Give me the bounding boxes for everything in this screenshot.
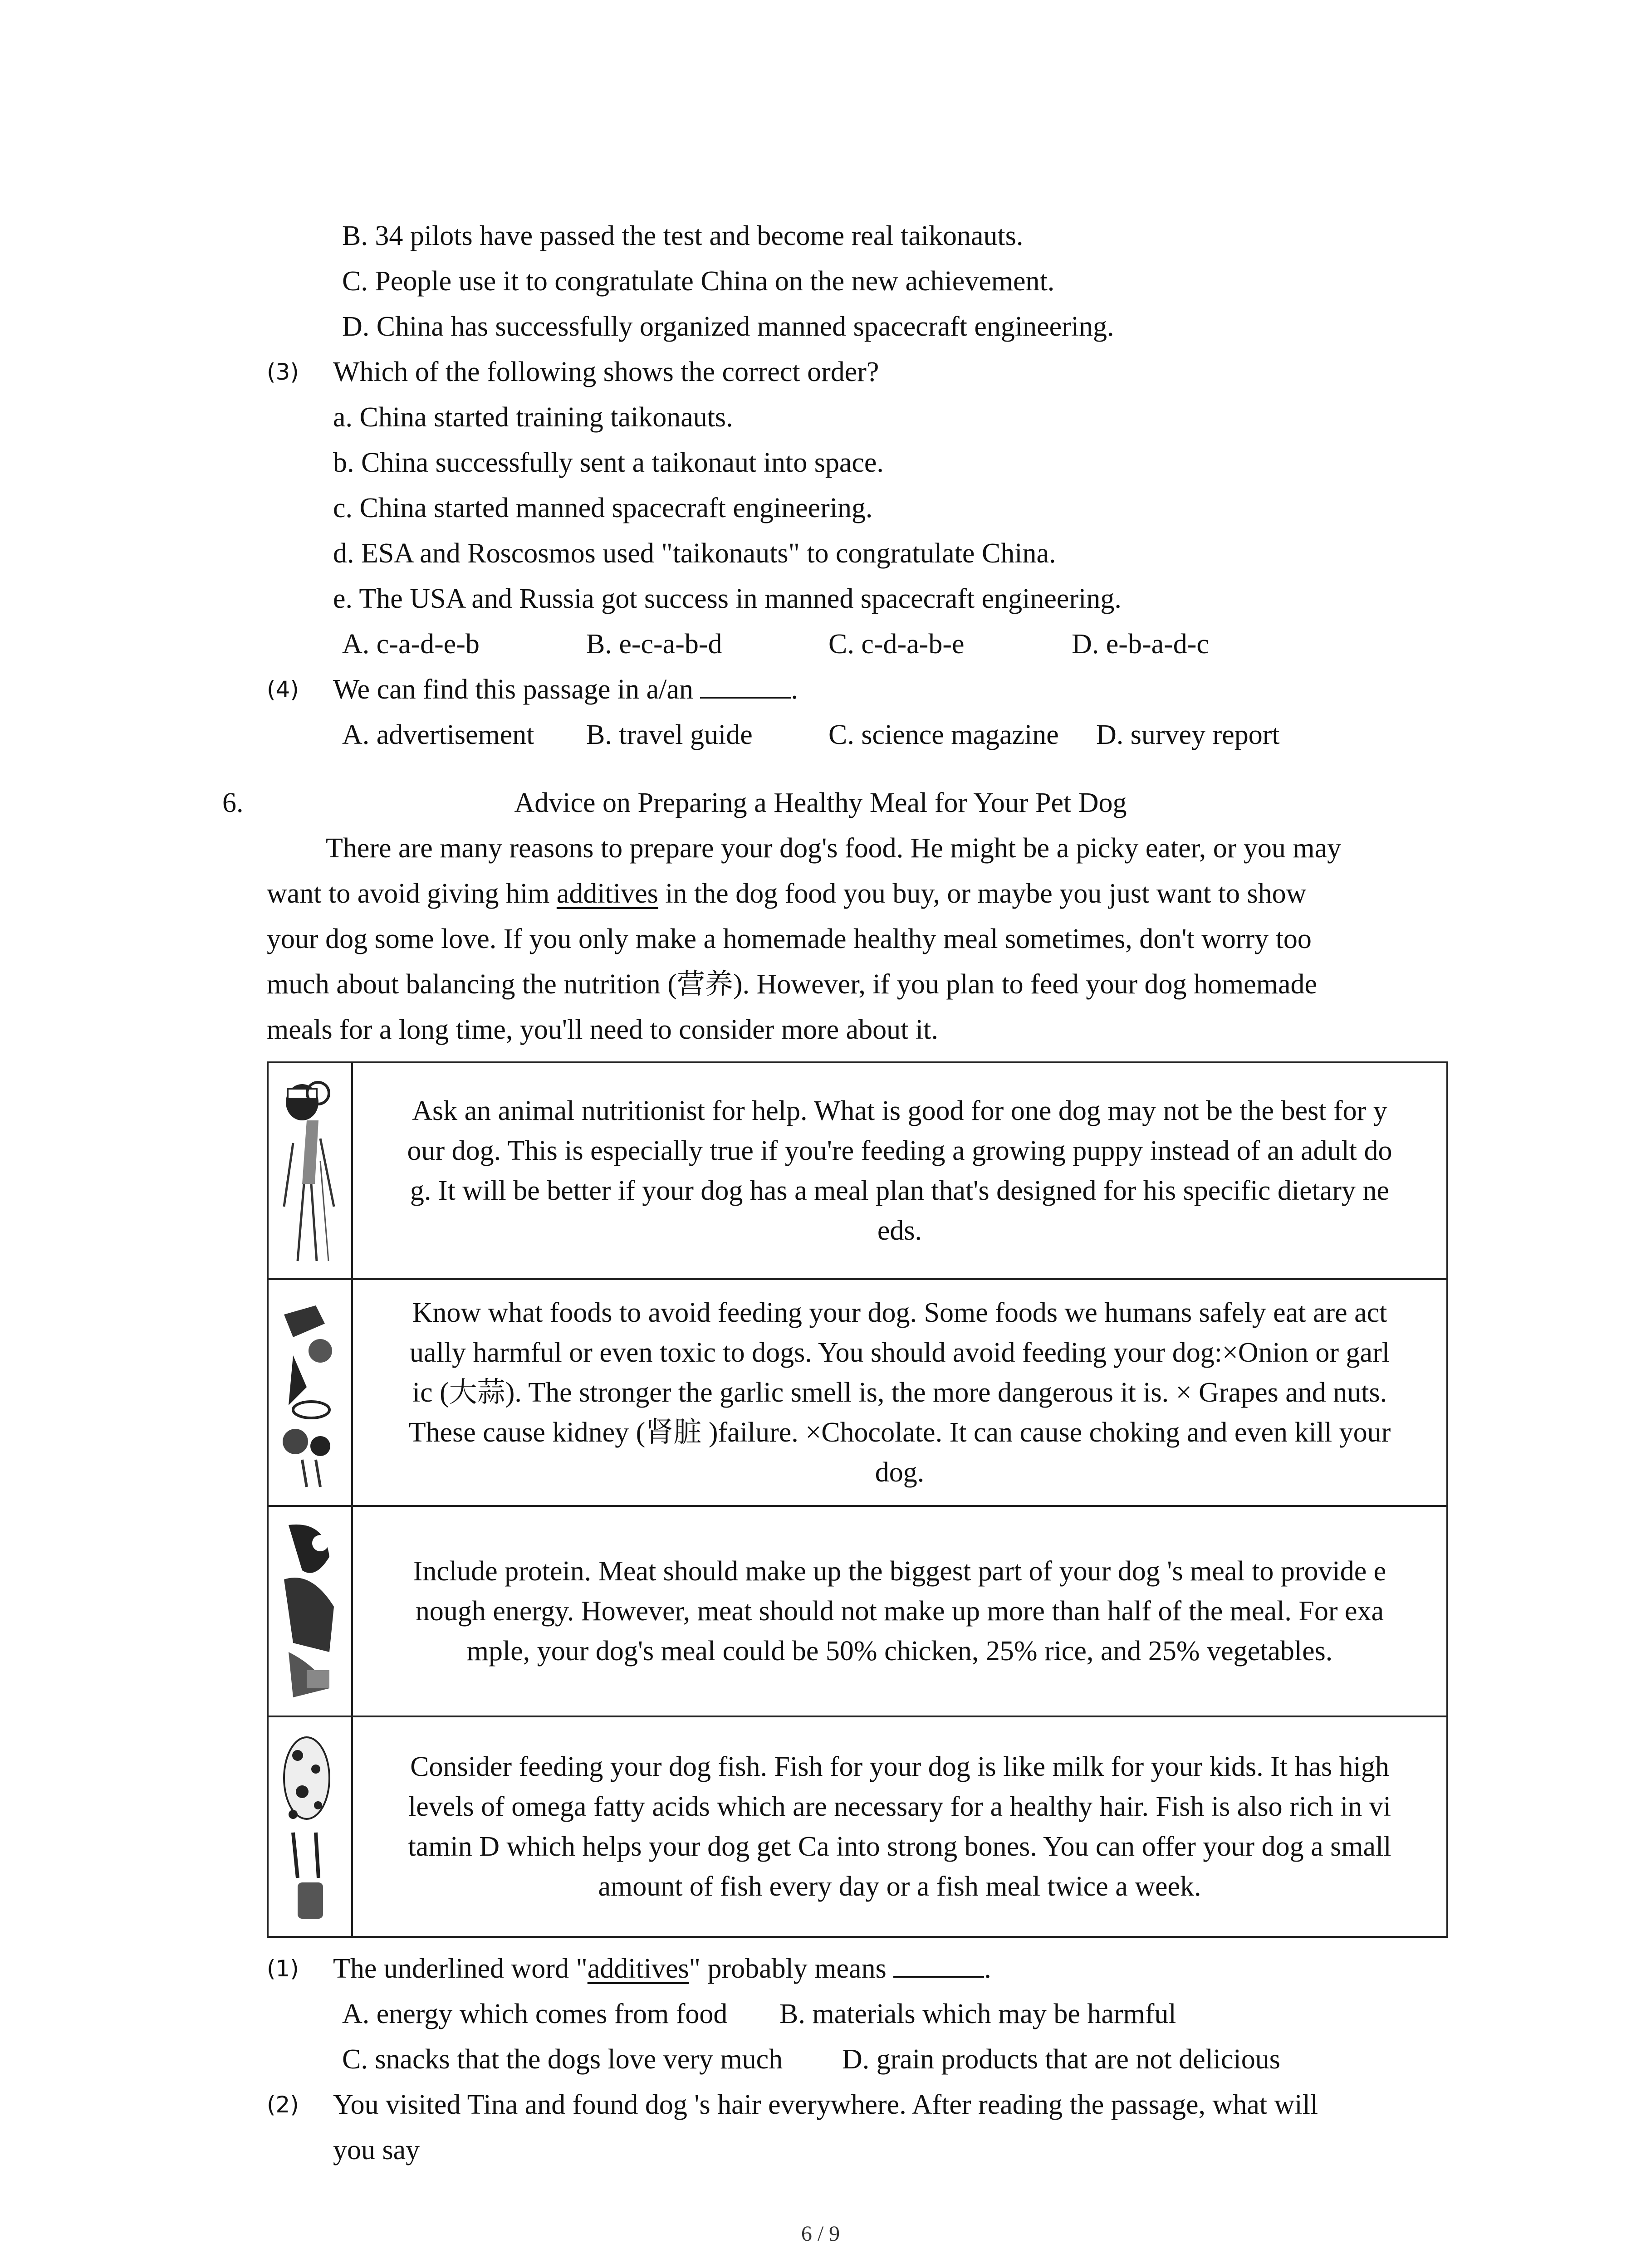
q5-4-option-d: D. survey report xyxy=(1096,719,1280,750)
q6-1-option-d: D. grain products that are not delicious xyxy=(842,2044,1280,2075)
advice-line: mple, your dog's meal could be 50% chicken, 25% rice, and 25% vegetables. xyxy=(466,1636,1333,1667)
q5-option-d: D. China has successfully organized manned spacecraft engineering. xyxy=(342,311,1114,342)
q5-option-b: B. 34 pilots have passed the test and become real taikonauts. xyxy=(342,220,1024,251)
advice-image-cell xyxy=(269,1507,353,1716)
advice-image-cell xyxy=(269,1280,353,1505)
advice-text xyxy=(413,1551,1386,1671)
advice-line: levels of omega fatty acids which are necessary for a healthy hair. Fish is also rich in vi xyxy=(408,1791,1391,1822)
q6-1-option-b: B. materials which may be harmful xyxy=(779,1999,1176,2029)
advice-row xyxy=(269,1507,1446,1717)
advice-line: eds. xyxy=(877,1215,922,1246)
advice-text-cell xyxy=(353,1717,1446,1936)
q5-3-option-c: C. c-d-a-b-e xyxy=(828,629,965,660)
advice-line: Ask an animal nutritionist for help. What is good for one dog may not be the best for y xyxy=(412,1095,1387,1126)
advice-image-cell xyxy=(269,1063,353,1278)
page-number: 6 / 9 xyxy=(801,2222,840,2246)
advice-table xyxy=(267,1061,1448,1938)
q6-1-number: (1) xyxy=(267,1955,299,1982)
q6-2-number: (2) xyxy=(267,2092,299,2118)
chef-with-pot-icon xyxy=(275,1070,343,1270)
q5-4-stem xyxy=(333,671,798,708)
passage-title: Advice on Preparing a Healthy Meal for Your Pet Dog xyxy=(514,787,1127,818)
advice-line: ually harmful or even toxic to dogs. You should avoid feeding your dog:×Onion or garl xyxy=(410,1337,1390,1368)
q6-2-stem-line-1: You visited Tina and found dog 's hair everywhere. After reading the passage, what will xyxy=(333,2089,1318,2120)
passage-intro-line-1: There are many reasons to prepare your dog's food. He might be a picky eater, or you may xyxy=(326,833,1342,864)
advice-text xyxy=(409,1293,1391,1492)
q5-4-option-a: A. advertisement xyxy=(342,719,534,750)
advice-line: Include protein. Meat should make up the biggest part of your dog 's meal to provide e xyxy=(413,1556,1386,1587)
q5-3-stem: Which of the following shows the correct order? xyxy=(333,357,879,387)
advice-line: Consider feeding your dog fish. Fish for your dog is like milk for your kids. It has high xyxy=(410,1751,1389,1782)
q6-1-stem-text: " probably means xyxy=(689,1953,887,1984)
answer-blank xyxy=(700,671,791,699)
q6-1-option-a: A. energy which comes from food xyxy=(342,1999,728,2029)
q6-1-option-c: C. snacks that the dogs love very much xyxy=(342,2044,783,2075)
advice-line: Know what foods to avoid feeding your dog. Some foods we humans safely eat are act xyxy=(412,1297,1387,1328)
advice-text xyxy=(408,1747,1391,1906)
q5-3-item-a: a. China started training taikonauts. xyxy=(333,402,733,433)
q5-3-option-d: D. e-b-a-d-c xyxy=(1072,629,1209,660)
advice-row xyxy=(269,1280,1446,1507)
passage-intro-line-3: your dog some love. If you only make a homemade healthy meal sometimes, don't worry too xyxy=(267,924,1312,954)
dalmatian-dog-icon xyxy=(275,1728,343,1928)
advice-line: dog. xyxy=(875,1457,925,1488)
q5-3-item-b: b. China successfully sent a taikonaut into space. xyxy=(333,447,884,478)
advice-line: nough energy. However, meat should not make up more than half of the meal. For exa xyxy=(415,1596,1384,1627)
advice-line: ic (大蒜). The stronger the garlic smell is, the more dangerous it is. × Grapes and nuts. xyxy=(412,1377,1387,1408)
advice-image-cell xyxy=(269,1717,353,1936)
q5-3-item-d: d. ESA and Roscosmos used "taikonauts" to congratulate China. xyxy=(333,538,1056,569)
q5-4-option-b: B. travel guide xyxy=(586,719,753,750)
advice-text-cell xyxy=(353,1063,1446,1278)
advice-text-cell xyxy=(353,1280,1446,1505)
advice-text xyxy=(407,1091,1392,1251)
advice-line: our dog. This is especially true if you're feeding a growing puppy instead of an adult do xyxy=(407,1135,1392,1166)
q5-3-option-b: B. e-c-a-b-d xyxy=(586,629,722,660)
advice-line: These cause kidney (肾脏 )failure. ×Chocolate. It can cause choking and even kill your xyxy=(408,1417,1391,1448)
q5-4-stem-text: We can find this passage in a/an xyxy=(333,674,693,705)
answer-blank xyxy=(893,1950,984,1978)
intro-text: in the dog food you buy, or maybe you just want to show xyxy=(658,878,1307,909)
q6-1-stem-text: The underlined word " xyxy=(333,1953,588,1984)
advice-row xyxy=(269,1717,1446,1936)
intro-text: want to avoid giving him xyxy=(267,878,557,909)
passage-intro-line-5: meals for a long time, you'll need to consider more about it. xyxy=(267,1014,938,1045)
q5-option-c: C. People use it to congratulate China on the new achievement. xyxy=(342,266,1055,297)
q5-4-number: (4) xyxy=(267,676,299,703)
person-with-dog-icon xyxy=(275,1516,343,1706)
q5-4-option-c: C. science magazine xyxy=(828,719,1059,750)
advice-row xyxy=(269,1063,1446,1280)
advice-line: tamin D which helps your dog get Ca into strong bones. You can offer your dog a small xyxy=(408,1831,1391,1862)
q6-2-stem-line-2: you say xyxy=(333,2135,420,2165)
q5-3-option-a: A. c-a-d-e-b xyxy=(342,629,480,660)
q6-number: 6. xyxy=(222,787,244,818)
advice-line: amount of fish every day or a fish meal twice a week. xyxy=(598,1871,1201,1902)
q6-1-stem-end: . xyxy=(984,1953,991,1984)
q6-1-stem xyxy=(333,1950,991,1987)
food-items-icon xyxy=(275,1296,343,1496)
q5-3-number: (3) xyxy=(267,359,299,385)
q5-3-item-e: e. The USA and Russia got success in manned spacecraft engineering. xyxy=(333,583,1122,614)
underlined-word: additives xyxy=(556,878,658,909)
underlined-word: additives xyxy=(587,1953,689,1984)
passage-intro-line-2 xyxy=(267,875,1306,912)
q5-4-stem-end: . xyxy=(791,674,798,705)
advice-text-cell xyxy=(353,1507,1446,1716)
advice-line: g. It will be better if your dog has a meal plan that's designed for his specific dietary ne xyxy=(410,1175,1390,1206)
q5-3-item-c: c. China started manned spacecraft engineering. xyxy=(333,493,873,523)
passage-intro-line-4: much about balancing the nutrition (营养). However, if you plan to feed your dog homemade xyxy=(267,969,1318,1000)
